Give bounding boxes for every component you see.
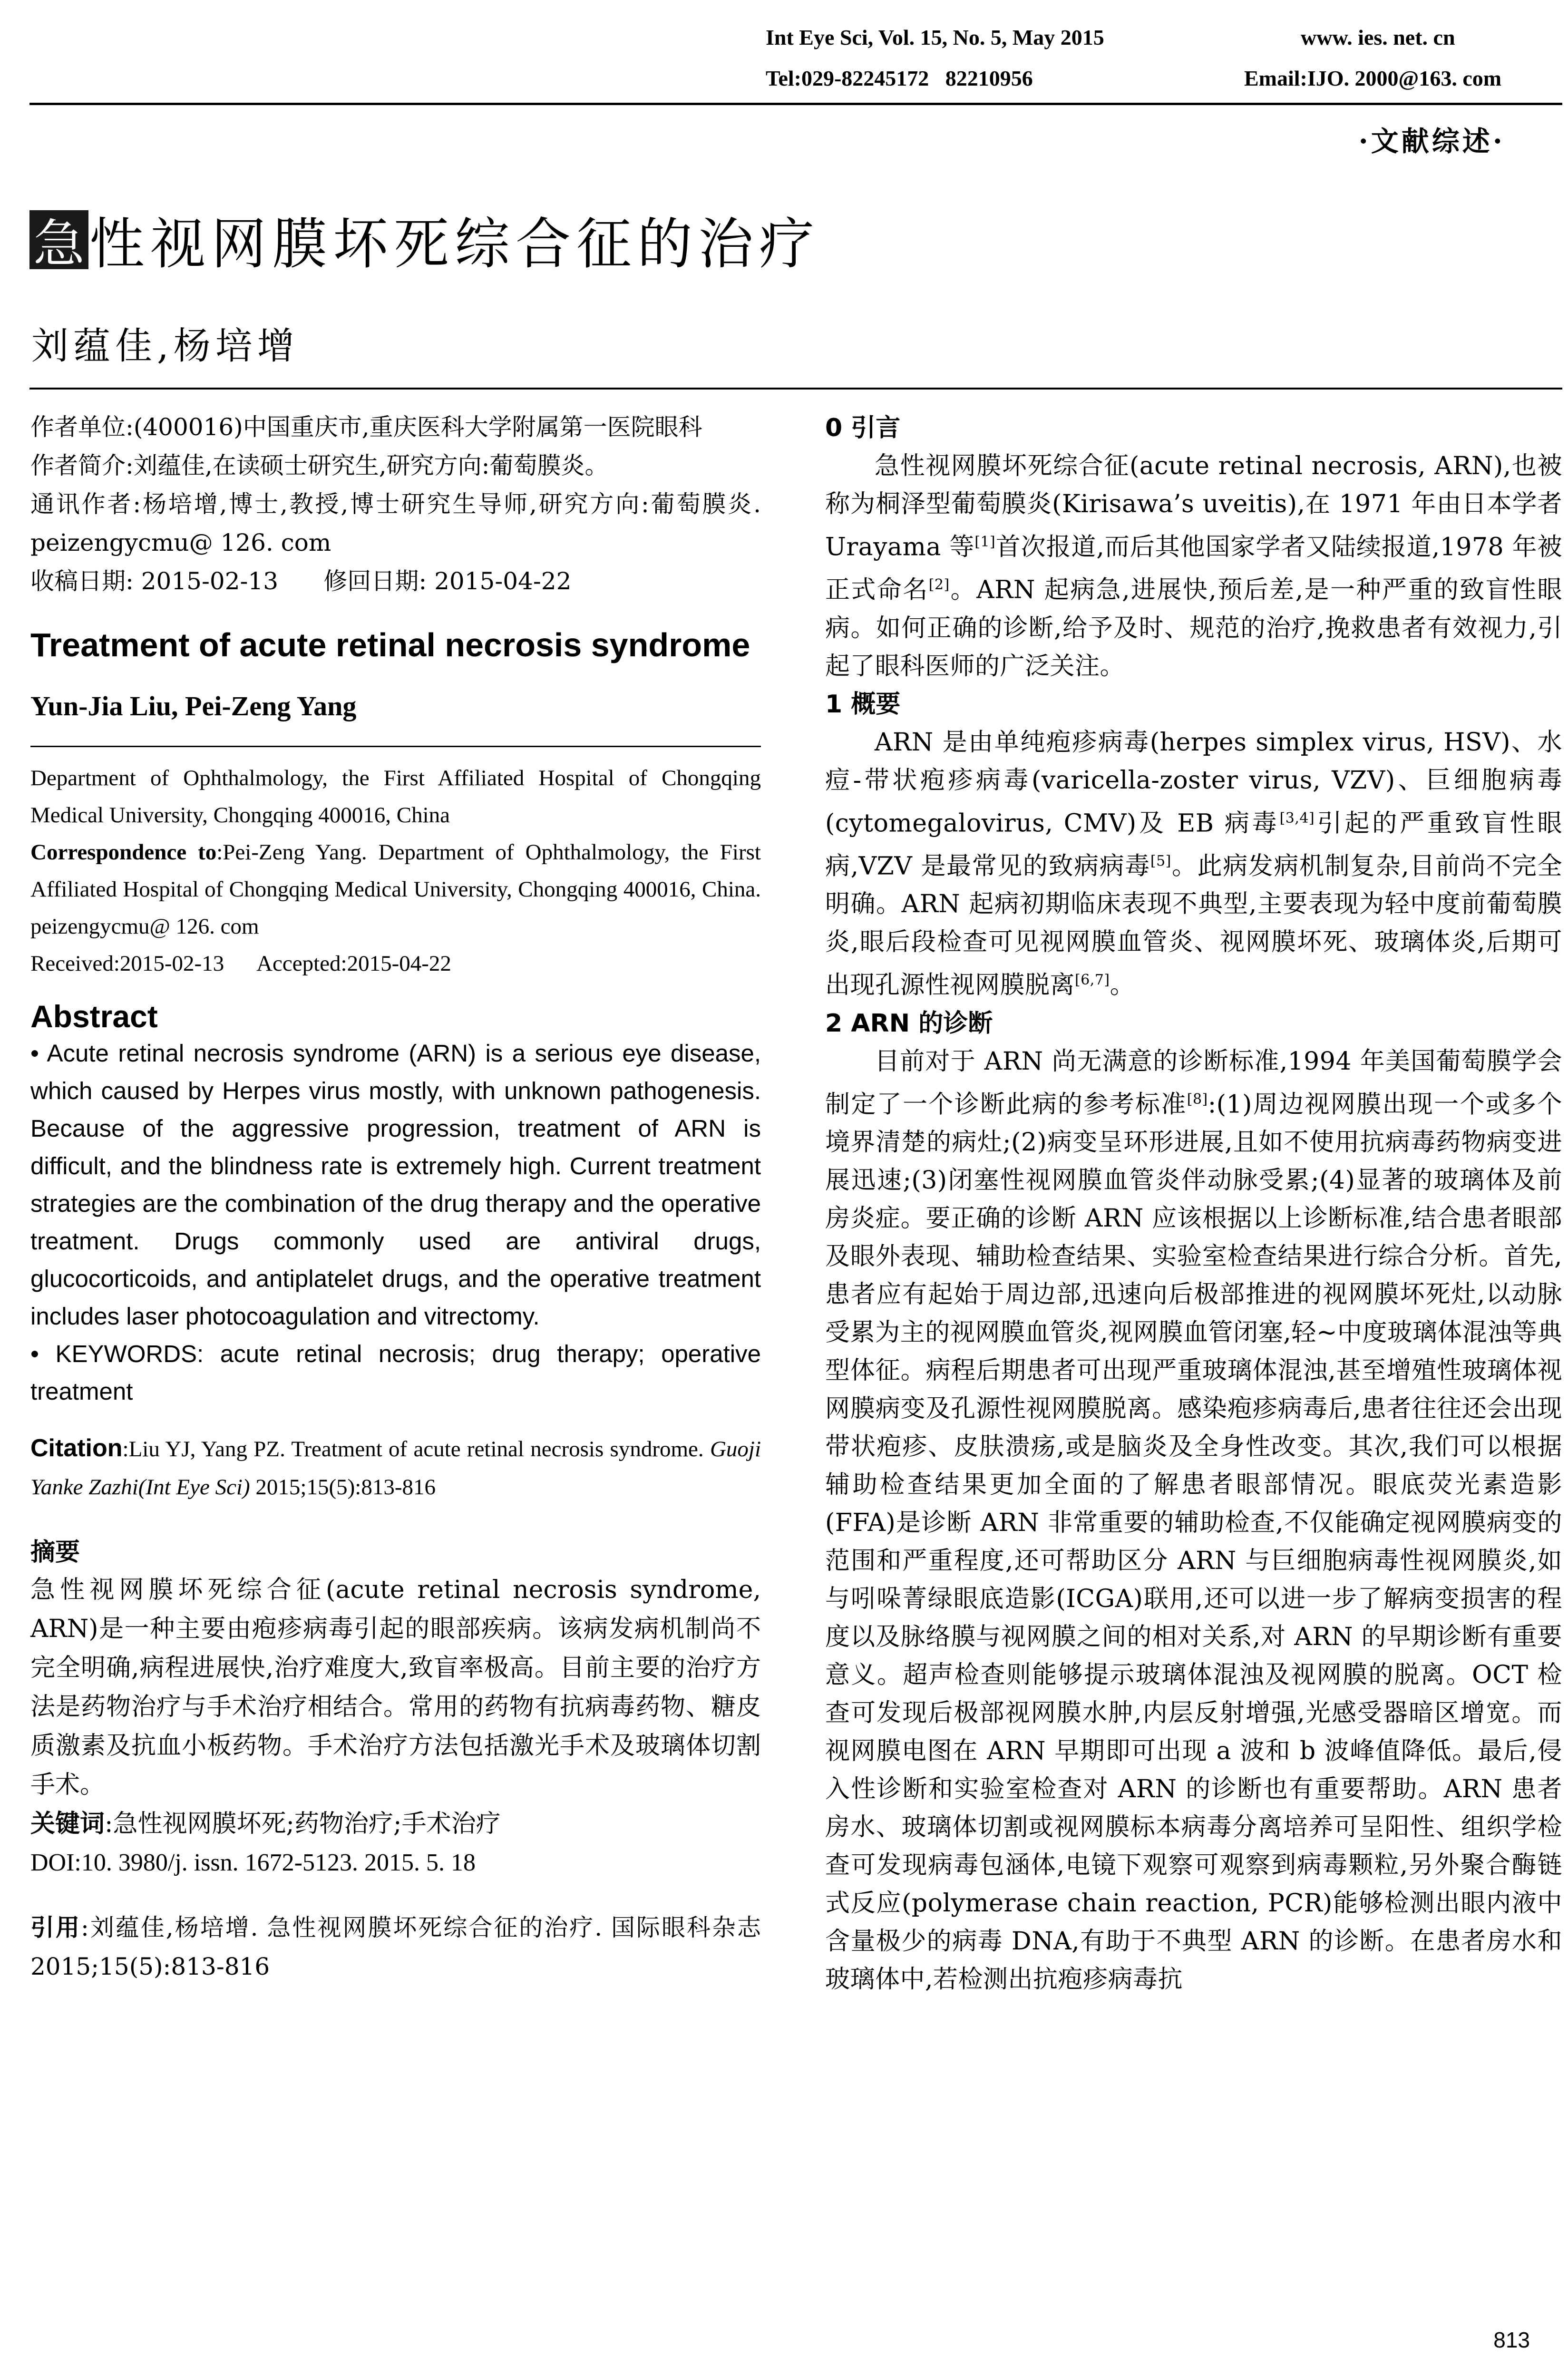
right-column [825,409,1562,1998]
english-dates: Received:2015-02-13 Accepted:2015-04-22 [30,951,451,976]
chinese-citation-label: 引用 [30,1914,81,1941]
correspondence-text: :Pei-Zeng Yang. Department of Ophthalmology, the First Affiliated Hospital of Chongqing Medical University, Chongqing 400016, China. peizengycmu@ 126. com [30,840,761,939]
section-1-text-c: 。此病发病机制复杂,目前尚不完全明确。ARN 起病初期临床表现不典型,主要表现为轻中度前葡萄膜炎,眼后段检查可见视网膜血管炎、视网膜坏死、玻璃体炎,后期可出现孔源性视网膜脱离 [825,852,1563,1000]
citation-text-1: :Liu YJ, Yang PZ. Treatment of acute retinal necrosis syndrome. [122,1437,710,1461]
title-text: 性视网膜坏死综合征的治疗 [89,212,820,276]
abstract-keywords: • KEYWORDS: acute retinal necrosis; drug therapy; operative treatment [30,1340,761,1405]
abstract-heading: Abstract [30,999,158,1034]
section-1-heading: 1 概要 [825,690,901,719]
reference-marker: [5] [1150,852,1171,869]
chinese-citation-text: :刘蕴佳,杨培增. 急性视网膜坏死综合征的治疗. 国际眼科杂志 2015;15(5):813-816 [30,1914,761,1980]
english-authors: Yun-Jia Liu, Pei-Zeng Yang [30,691,357,721]
section-0-text-b: 首次报道,而后其他国家学者又陆续报道,1978 年被正式命名 [825,533,1562,604]
english-correspondence [30,834,761,945]
chinese-abstract-text: 急性视网膜坏死综合征(acute retinal necrosis syndrome, ARN)是一种主要由疱疹病毒引起的眼部疾病。该病发病机制尚不完全明确,病程进展快,治疗难度大,致盲率极高。目前主要的治疗方法是药物治疗与手术治疗相结合。常用的药物有抗病毒药物、糖皮质激素及抗血小板药物。手术治疗方法包括激光手术及玻璃体切割手术。 [30,1576,761,1799]
section-2-paragraph [825,1042,1562,1998]
section-1-paragraph [825,723,1562,1004]
corresponding-author: 通讯作者:杨培增,博士,教授,博士研究生导师,研究方向:葡萄膜炎. peizengycmu@ 126. com [30,490,761,556]
chinese-keywords [30,1804,761,1843]
reference-marker: [3,4] [1279,809,1315,827]
page-number: 813 [1493,2328,1530,2352]
citation-label: Citation [30,1434,123,1462]
header-rule [29,103,1562,105]
authors-chinese: 刘蕴佳,杨培增 [31,325,299,368]
title-first-character: 急 [29,210,88,269]
section-2-text-a: 目前对于 ARN 尚无满意的诊断标准,1994 年美国葡萄膜学会制定了一个诊断此病的参考标准 [825,1047,1562,1119]
author-bio: 作者简介:刘蕴佳,在读硕士研究生,研究方向:葡萄膜炎。 [30,452,609,479]
reference-marker: [6,7] [1075,972,1110,989]
citation-journal: Guoji Yanke Zazhi(Int Eye Sci) [30,1437,761,1500]
section-1-text-a: ARN 是由单纯疱疹病毒(herpes simplex virus, HSV)、水痘-带状疱疹病毒(varicella-zoster virus, VZV)、巨细胞病毒(cytomegalovirus, CMV)及 EB 病毒 [825,728,1562,838]
journal-email: Email:IJO. 2000@163. com [1244,66,1502,90]
journal-telephone: Tel:029-82245172 82210956 [766,66,1033,90]
section-1-text-b: 引起的严重致盲性眼病,VZV 是最常见的致病病毒 [825,809,1562,881]
keywords-text: :急性视网膜坏死;药物治疗;手术治疗 [105,1810,501,1838]
article-title [29,200,820,279]
section-0-text-c: 。ARN 起病急,进展快,预后差,是一种严重的致盲性眼病。如何正确的诊断,给予及时、规范的治疗,挽救患者有效视力,引起了眼科医师的广泛关注。 [825,575,1562,681]
received-dates: 收稿日期: 2015-02-13 修回日期: 2015-04-22 [30,567,572,595]
section-0-text-a: 急性视网膜坏死综合征(acute retinal necrosis, ARN),也被称为桐泽型葡萄膜炎(Kirisawa’s uveitis),在 1971 年由日本学者 Urayama 等 [825,452,1562,562]
english-title: Treatment of acute retinal necrosis syndrome [30,626,750,663]
section-0-paragraph [825,447,1562,685]
keywords-label: 关键词 [30,1810,105,1838]
author-unit: 作者单位:(400016)中国重庆市,重庆医科大学附属第一医院眼科 [30,413,702,441]
section-0-heading: 0 引言 [825,414,901,442]
section-1-text-d: 。 [1110,971,1135,1000]
author-rule [30,746,761,747]
section-tag: ·文献综述· [1358,125,1505,157]
left-column [30,408,761,1986]
section-2-text-b: :(1)周边视网膜出现一个或多个境界清楚的病灶;(2)病变呈环形进展,且如不使用抗病毒药物病变进展迅速;(3)闭塞性视网膜血管炎伴动脉受累;(4)显著的玻璃体及前房炎症。要正确的诊断 ARN 应该根据以上诊断标准,结合患者眼部及眼外表现、辅助检查结果、实验室检查结果进行综合分析。首先,患者应有起始于周边部,迅速向后极部推进的视网膜坏死灶,以动脉受累为主的视网膜血管炎,视网膜血管闭塞,轻~中度玻璃体混浊等典型体征。病程后期患者可出现严重玻璃体混浊,甚至增殖性玻璃体视网膜病变及孔源性视网膜脱离。感染疱疹病毒后,患者往往还会出现带状疱疹、皮肤溃疡,或是脑炎及全身性改变。其次,我们可以根据辅助检查结果更加全面的了解患者眼部情况。眼底荧光素造影(FFA)是诊断 ARN 非常重要的辅助检查,不仅能确定视网膜病变的范围和严重程度,还可帮助区分 ARN 与巨细胞病毒性视网膜炎,如与吲哚菁绿眼底造影(ICGA)联用,还可以进一步了解病变损害的程度以及脉络膜与视网膜之间的相对关系,对 ARN 的早期诊断有重要意义。超声检查则能够提示玻璃体混浊及视网膜的脱离。OCT 检查可发现后极部视网膜水肿,内层反射增强,光感受器暗区增宽。而视网膜电图在 ARN 早期即可出现 a 波和 b 波峰值降低。最后,侵入性诊断和实验室检查对 ARN 的诊断也有重要帮助。ARN 患者房水、玻璃体切割或视网膜标本病毒分离培养可呈阳性、组织学检查可发现病毒包涵体,电镜下观察可观察到病毒颗粒,另外聚合酶链式反应(polymerase chain reaction, PCR)能够检测出眼内液中含量极少的病毒 DNA,有助于不典型 ARN 的诊断。在患者房水和玻璃体中,若检测出抗疱疹病毒抗 [825,1090,1562,1994]
section-2-heading: 2 ARN 的诊断 [825,1009,993,1038]
abstract-text: • Acute retinal necrosis syndrome (ARN) is a serious eye disease, which caused by Herpes virus mostly, with unknown pathogenesis. Because of the aggressive progression, treatment of ARN is difficult, and the blindness rate is extremely high. Current treatment strategies are the combination of the drug therapy and the operative treatment. Drugs commonly used are antiviral drugs, glucocorticoids, and antiplatelet drugs, and the operative treatment includes laser photocoagulation and vitrectomy. [30,1040,761,1330]
correspondence-label: Correspondence to [30,840,217,865]
journal-citation-header: Int Eye Sci, Vol. 15, No. 5, May 2015 [766,25,1104,49]
reference-marker: [2] [928,576,950,594]
chinese-citation [30,1908,761,1986]
doi: DOI:10. 3980/j. issn. 1672-5123. 2015. 5. 18 [30,1849,476,1876]
reference-marker: [1] [974,534,996,550]
reference-marker: [8] [1187,1091,1208,1108]
citation [30,1429,761,1506]
citation-text-2: 2015;15(5):813-816 [250,1475,436,1500]
english-affiliation: Department of Ophthalmology, the First Affiliated Hospital of Chongqing Medical University, Chongqing 400016, China [30,766,761,828]
journal-website: www. ies. net. cn [1301,25,1455,49]
title-rule [29,388,1562,390]
chinese-abstract-heading: 摘要 [30,1538,80,1567]
